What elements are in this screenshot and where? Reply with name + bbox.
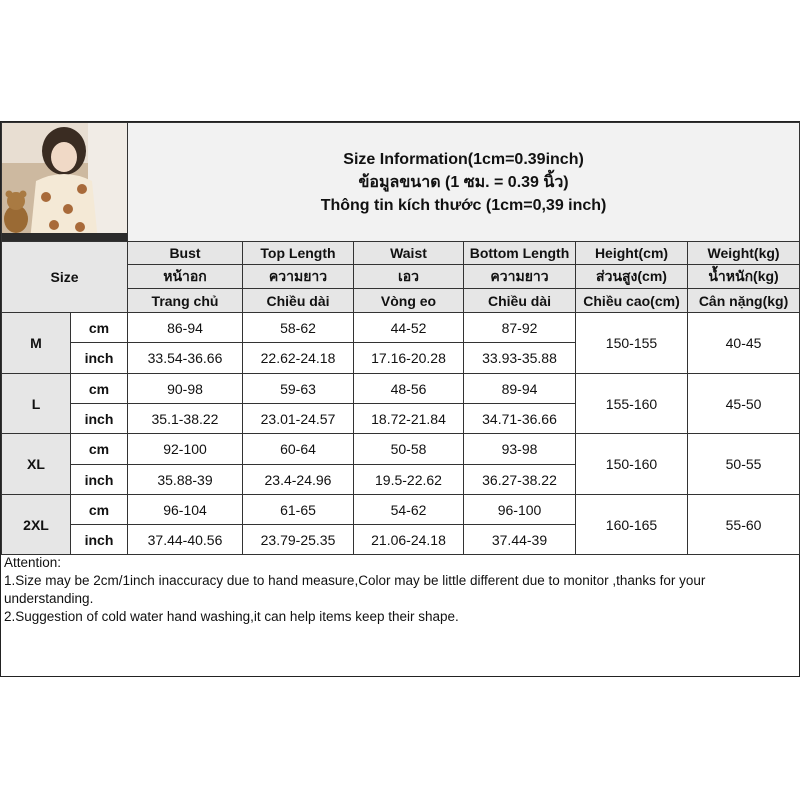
unit-inch: inch [71,404,128,434]
col-bottom-length-th: ความยาว [464,265,576,289]
notes-line-2: 2.Suggestion of cold water hand washing,it can help items keep their shape. [4,609,459,624]
top-length-inch: 23.79-25.35 [243,525,354,555]
col-top-length-th: ความยาว [243,265,354,289]
col-weight-vi: Cân nặng(kg) [688,289,800,313]
attention-notes [4,554,794,626]
bottom-length-cm: 96-100 [464,495,576,525]
bottom-length-inch: 36.27-38.22 [464,465,576,495]
bust-inch: 35.88-39 [128,465,243,495]
size-name-m: M [2,313,71,374]
waist-inch: 18.72-21.84 [354,404,464,434]
waist-cm: 48-56 [354,374,464,404]
col-top-length-en: Top Length [243,242,354,265]
top-length-inch: 23.01-24.57 [243,404,354,434]
size-table [1,122,800,555]
unit-cm: cm [71,313,128,343]
waist-inch: 17.16-20.28 [354,343,464,374]
table-row [2,313,800,343]
top-length-inch: 22.62-24.18 [243,343,354,374]
waist-cm: 50-58 [354,434,464,465]
size-chart [0,121,800,677]
col-bust-th: หน้าอก [128,265,243,289]
weight-range: 55-60 [688,495,800,555]
height-range: 150-160 [576,434,688,495]
height-range: 155-160 [576,374,688,434]
col-waist-th: เอว [354,265,464,289]
col-height-vi: Chiều cao(cm) [576,289,688,313]
table-row [2,495,800,525]
unit-inch: inch [71,465,128,495]
bust-cm: 86-94 [128,313,243,343]
col-bust-vi: Trang chủ [128,289,243,313]
col-waist-vi: Vòng eo [354,289,464,313]
waist-inch: 21.06-24.18 [354,525,464,555]
product-photo [2,123,128,241]
title-vietnamese: Thông tin kích thước (1cm=0,39 inch) [320,196,607,214]
bottom-length-inch: 34.71-36.66 [464,404,576,434]
top-length-cm: 60-64 [243,434,354,465]
notes-heading: Attention: [4,555,62,570]
unit-inch: inch [71,525,128,555]
height-range: 150-155 [576,313,688,374]
bust-cm: 92-100 [128,434,243,465]
size-info-title [128,123,800,242]
col-bottom-length-en: Bottom Length [464,242,576,265]
unit-cm: cm [71,374,128,404]
col-weight-en: Weight(kg) [688,242,800,265]
title-thai: ข้อมูลขนาด (1 ซม. = 0.39 นิ้ว) [358,173,569,191]
col-height-th: ส่วนสูง(cm) [576,265,688,289]
top-length-cm: 58-62 [243,313,354,343]
size-header: Size [2,242,128,313]
bust-inch: 37.44-40.56 [128,525,243,555]
size-name-l: L [2,374,71,434]
height-range: 160-165 [576,495,688,555]
bust-cm: 96-104 [128,495,243,525]
unit-cm: cm [71,434,128,465]
notes-line-1: 1.Size may be 2cm/1inch inaccuracy due to hand measure,Color may be little different due to monitor ,thanks for your understanding. [4,573,706,606]
size-name-xl: XL [2,434,71,495]
weight-range: 40-45 [688,313,800,374]
bust-cm: 90-98 [128,374,243,404]
unit-inch: inch [71,343,128,374]
col-top-length-vi: Chiều dài [243,289,354,313]
bottom-length-inch: 37.44-39 [464,525,576,555]
bottom-length-cm: 93-98 [464,434,576,465]
top-length-cm: 61-65 [243,495,354,525]
waist-cm: 44-52 [354,313,464,343]
table-row [2,374,800,404]
table-row [2,434,800,465]
bottom-length-cm: 87-92 [464,313,576,343]
waist-inch: 19.5-22.62 [354,465,464,495]
product-photo-cell [2,123,128,242]
title-row [2,123,800,242]
col-waist-en: Waist [354,242,464,265]
top-length-cm: 59-63 [243,374,354,404]
bottom-length-cm: 89-94 [464,374,576,404]
weight-range: 50-55 [688,434,800,495]
size-name-2xl: 2XL [2,495,71,555]
bust-inch: 33.54-36.66 [128,343,243,374]
unit-cm: cm [71,495,128,525]
col-bust-en: Bust [128,242,243,265]
bust-inch: 35.1-38.22 [128,404,243,434]
top-length-inch: 23.4-24.96 [243,465,354,495]
col-weight-th: น้ำหนัก(kg) [688,265,800,289]
col-bottom-length-vi: Chiều dài [464,289,576,313]
title-english: Size Information(1cm=0.39inch) [343,150,584,168]
waist-cm: 54-62 [354,495,464,525]
weight-range: 45-50 [688,374,800,434]
bottom-length-inch: 33.93-35.88 [464,343,576,374]
header-row-en [2,242,800,265]
col-height-en: Height(cm) [576,242,688,265]
